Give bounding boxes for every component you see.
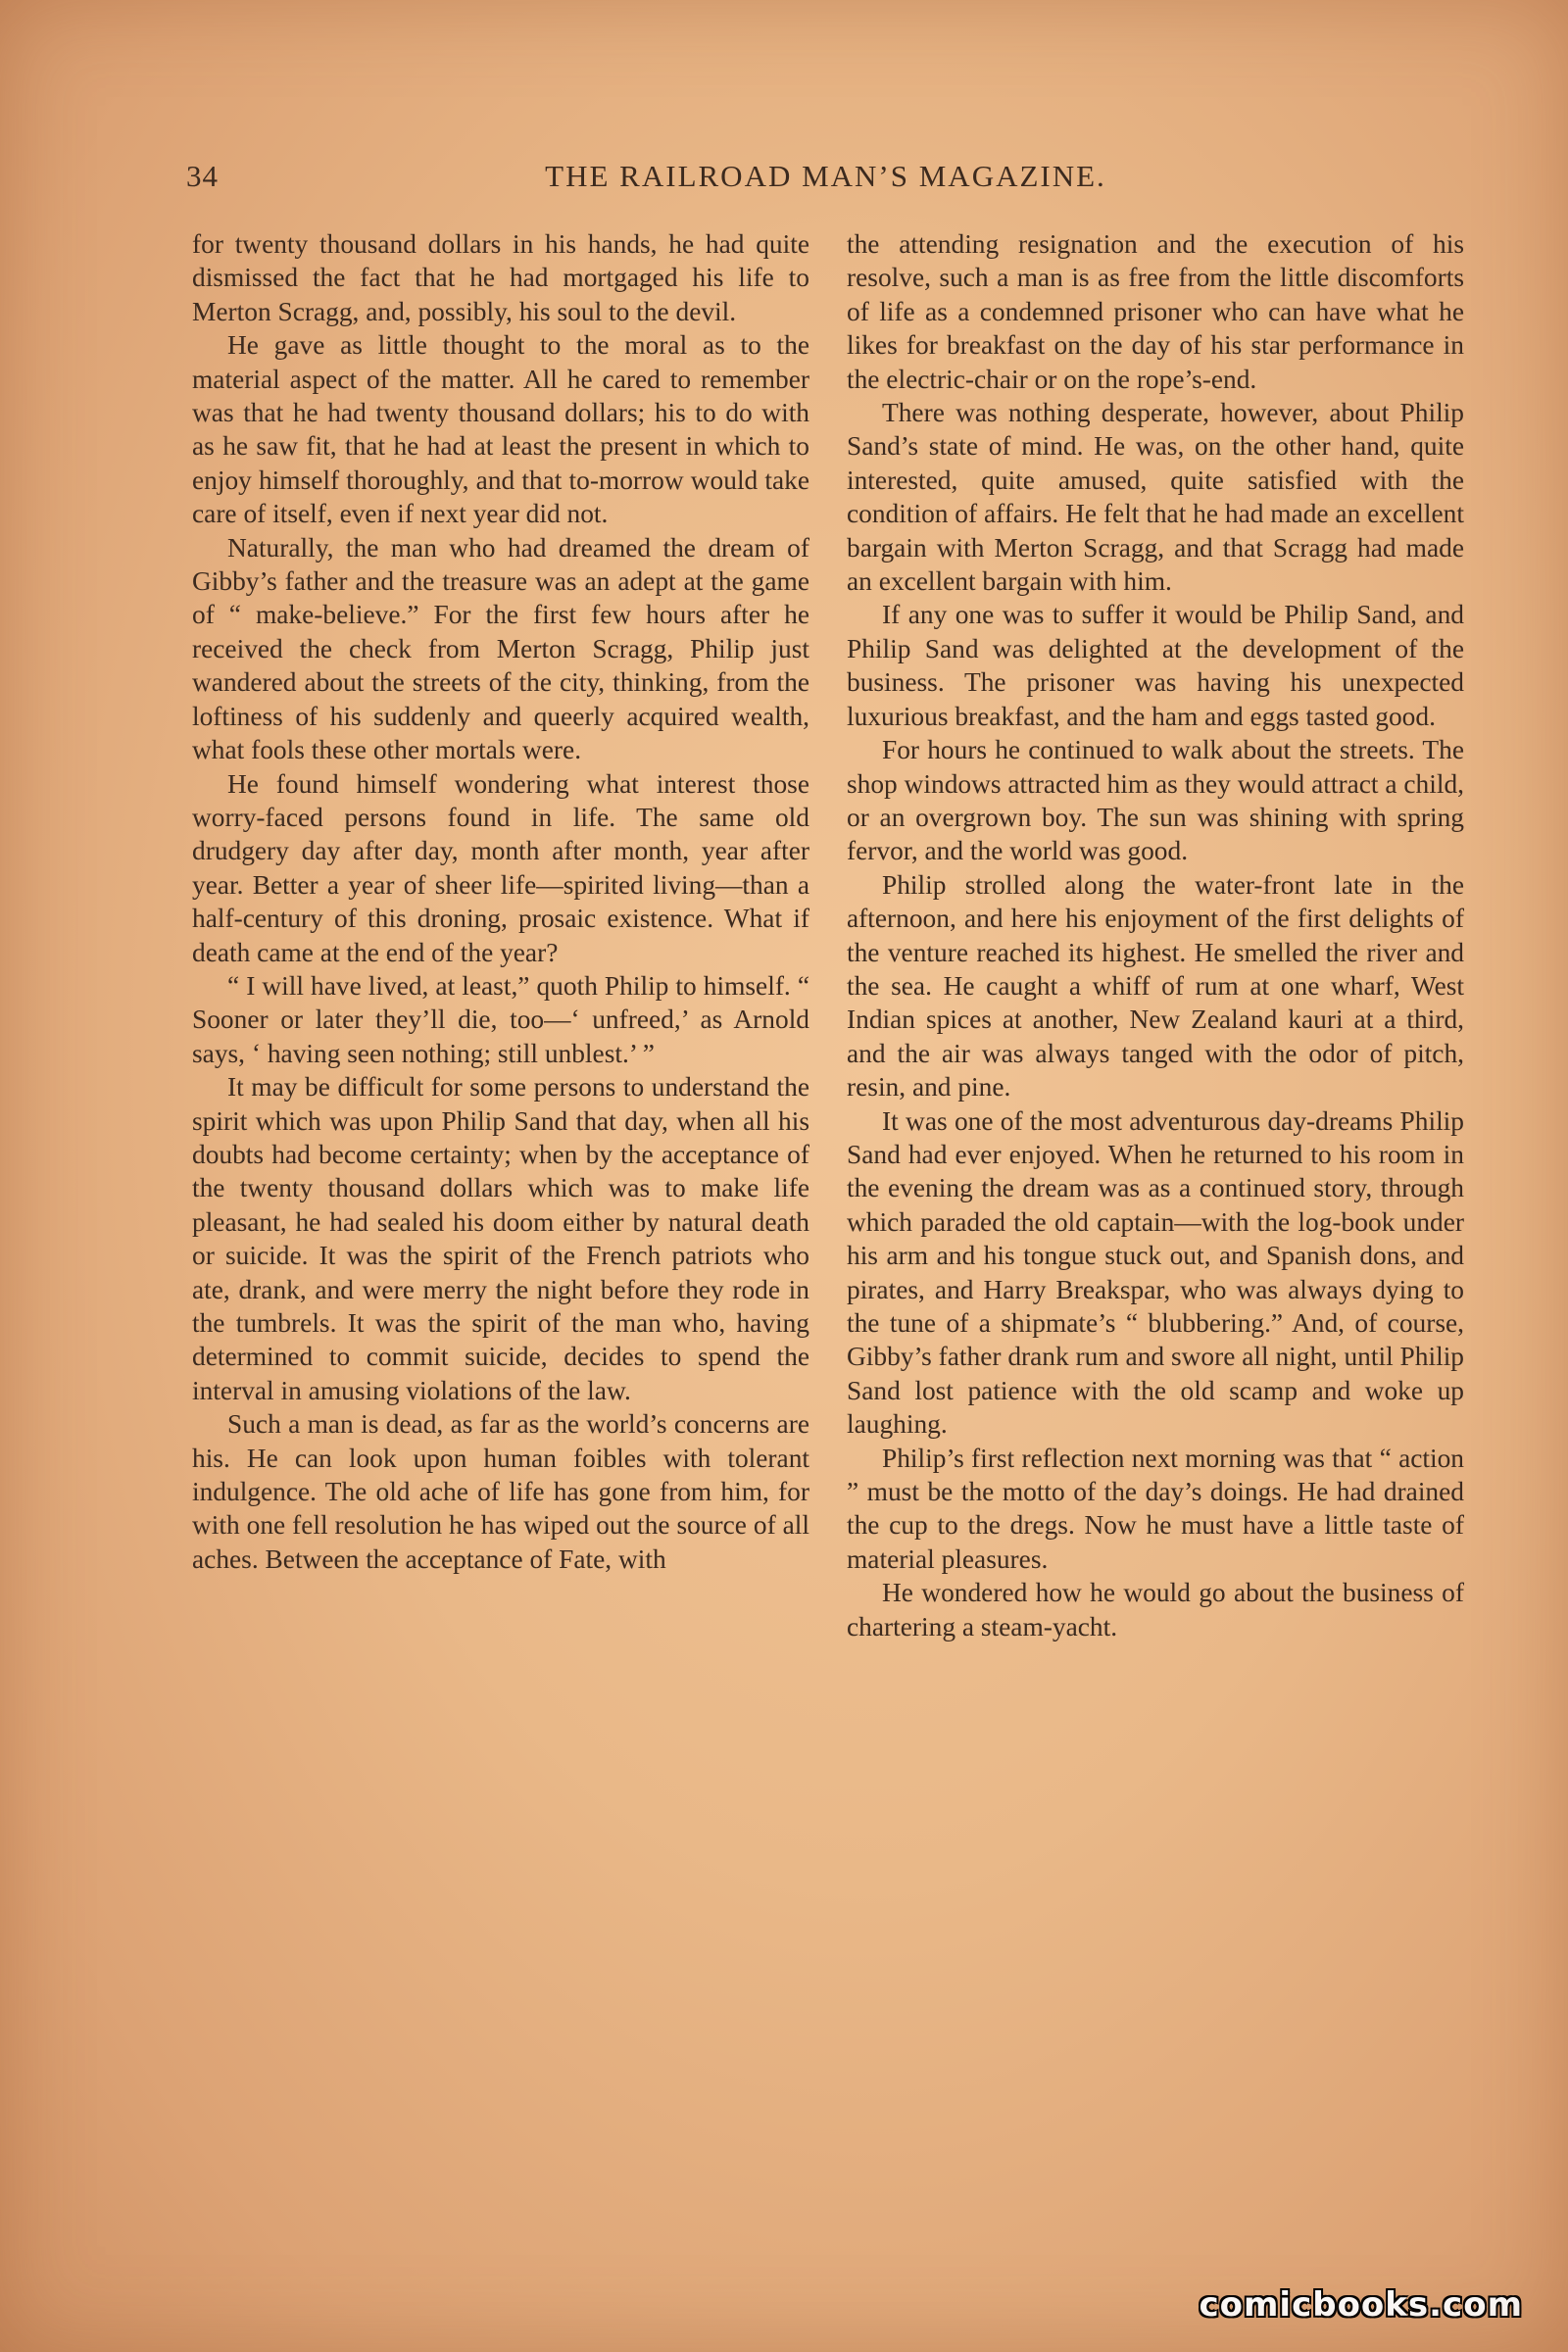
paragraph: the attending resignation and the execution of his resolve, such a man is as free from the little discomforts of life as a condemned prisoner who can have what he likes for breakfast on the day of his star performance in the electric-chair or on the rope’s-end. — [847, 229, 1464, 394]
paragraph: He found himself wondering what interest those worry-faced persons found in life. The same old drudgery day after day, month after month, year after year. Better a year of sheer life—spirited living—than a half-century of this droning, prosaic existence. What if death came at the end of the year? — [192, 768, 809, 967]
running-title: THE RAILROAD MAN’S MAGAZINE. — [545, 159, 1106, 193]
paragraph: If any one was to suffer it would be Philip Sand, and Philip Sand was delighted at the development of the business. The prisoner was having his unexpected luxurious breakfast, and the ham and eggs tasted good. — [847, 600, 1464, 731]
paragraph: It may be difficult for some persons to understand the spirit which was upon Philip Sand that day, when all his doubts had become certainty; when by the acceptance of the twenty thousand dollars which was to make life pleasant, he had sealed his doom either by natural death or suicide. It was the spirit of the French patriots who ate, drank, and were merry the night before they rode in the tumbrels. It was the spirit of the man who, having determined to commit suicide, decides to spend the interval in amusing violations of the law. — [192, 1072, 809, 1405]
paragraph: “ I will have lived, at least,” quoth Philip to himself. “ Sooner or later they’ll die, too—‘ unfreed,’ as Arnold says, ‘ having seen nothing; still unblest.’ ” — [192, 970, 809, 1068]
left-column — [192, 227, 809, 1576]
paragraph: He wondered how he would go about the business of chartering a steam-yacht. — [847, 1578, 1464, 1642]
page-header — [186, 159, 1465, 198]
site-watermark: comicbooks.com — [1199, 2285, 1523, 2325]
paragraph: Such a man is dead, as far as the world’s concerns are his. He can look upon human foibles with tolerant indulgence. The old ache of life has gone from him, for with one fell resolution he has wiped out the source of all aches. Between the acceptance of Fate, with — [192, 1409, 809, 1574]
page-number: 34 — [186, 159, 219, 193]
paragraph: For hours he continued to walk about the streets. The shop windows attracted him as they would attract a child, or an overgrown boy. The sun was shining with spring fervor, and the world was good. — [847, 735, 1464, 866]
paragraph: It was one of the most adventurous day-dreams Philip Sand had ever enjoyed. When he returned to his room in the evening the dream was as a continued story, through which paraded the old captain—with the log-book under his arm and his tongue stuck out, and Spanish dons, and pirates, and Harry Breakspar, who was always dying to the tune of a shipmate’s “ blubbering.” And, of course, Gibby’s father drank rum and swore all night, until Philip Sand lost patience with the old scamp and woke up laughing. — [847, 1105, 1464, 1440]
right-column — [847, 227, 1464, 1643]
paragraph: There was nothing desperate, however, about Philip Sand’s state of mind. He was, on the other hand, quite interested, quite amused, quite satisfied with the condition of affairs. He felt that he had made an excellent bargain with Merton Scragg, and that Scragg had made an excellent bargain with him. — [847, 398, 1464, 597]
paragraph: Philip strolled along the water-front late in the afternoon, and here his enjoyment of the first delights of the venture reached its highest. He smelled the river and the sea. He caught a whiff of rum at one wharf, West Indian spices at another, New Zealand kauri at a third, and the air was always tanged with the odor of pitch, resin, and pine. — [847, 869, 1464, 1102]
paragraph: Naturally, the man who had dreamed the dream of Gibby’s father and the treasure was an adept at the game of “ make-believe.” For the first few hours after he received the check from Merton Scragg, Philip just wandered about the streets of the city, thinking, from the loftiness of his suddenly and queerly acquired wealth, what fools these other mortals were. — [192, 532, 809, 765]
paragraph: for twenty thousand dollars in his hands, he had quite dismissed the fact that he had mortgaged his life to Merton Scragg, and, possibly, his soul to the devil. — [192, 229, 809, 326]
paragraph: Philip’s first reflection next morning was that “ action ” must be the motto of the day’s doings. He had drained the cup to the dregs. Now he must have a little taste of material pleasures. — [847, 1443, 1464, 1574]
paragraph: He gave as little thought to the moral as to the material aspect of the matter. All he cared to remember was that he had twenty thousand dollars; his to do with as he saw fit, that he had at least the present in which to enjoy himself thoroughly, and that to-morrow would take care of itself, even if next year did not. — [192, 330, 809, 529]
